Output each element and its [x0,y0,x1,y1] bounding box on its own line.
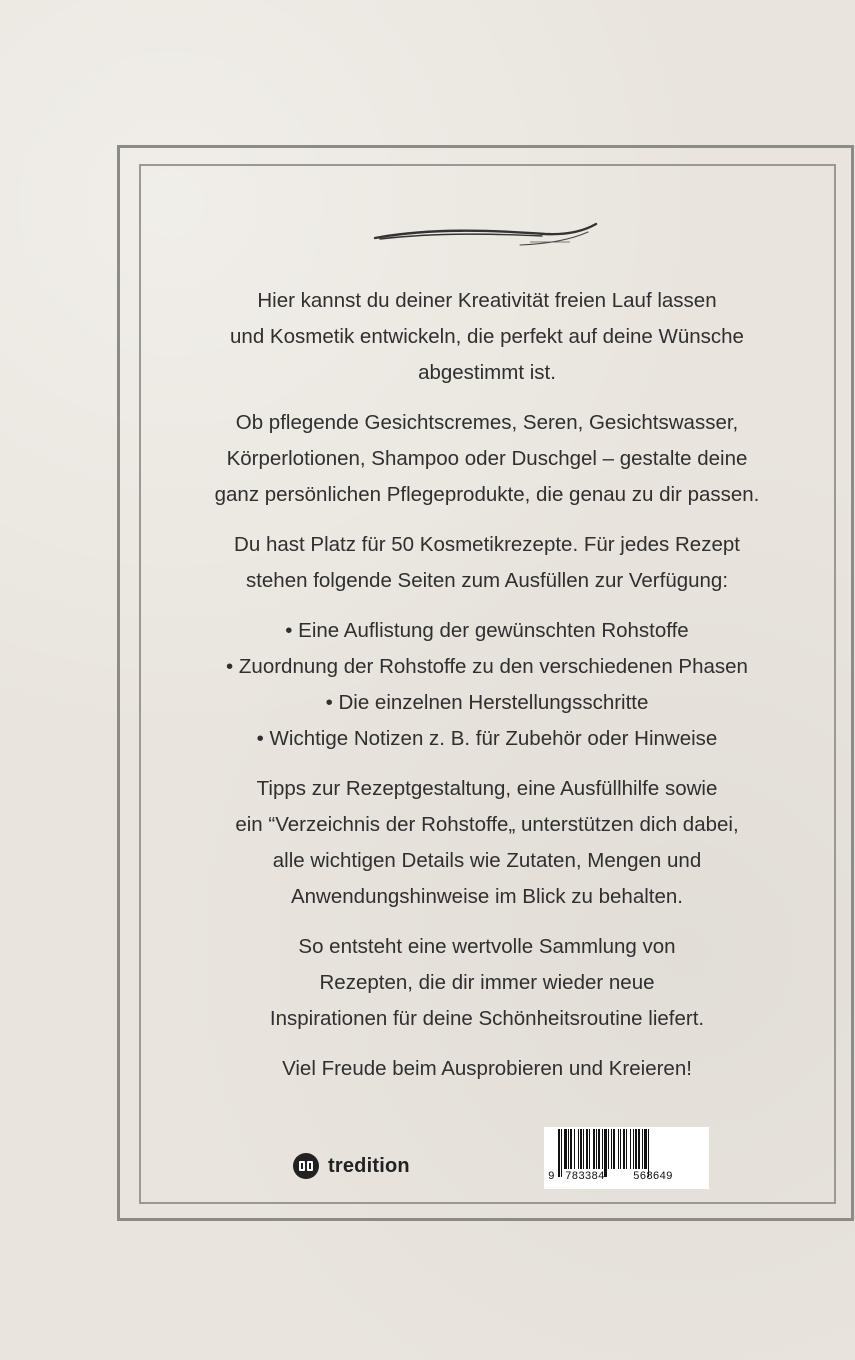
barcode-bar [580,1129,582,1169]
barcode-bar [589,1129,590,1169]
paragraph [160,527,814,599]
list-item: • Wichtige Notizen z. B. für Zubehör oder Hinweise [160,721,814,757]
barcode-bar [618,1129,619,1169]
list-item: • Zuordnung der Rohstoffe zu den verschiedenen Phasen [160,649,814,685]
publisher-name: tredition [328,1154,410,1177]
barcode-bar [598,1129,600,1169]
barcode-bar [648,1129,649,1177]
barcode-bar [638,1129,640,1169]
barcode-bar [644,1129,647,1169]
barcode-bar [604,1129,607,1177]
back-cover-text [160,283,814,1101]
list-item: • Eine Auflistung der gewünschten Rohstoffe [160,613,814,649]
text-line: So entsteht eine wertvolle Sammlung von [298,935,676,958]
text-line: und Kosmetik entwickeln, die perfekt auf deine Wünsche [230,325,744,348]
paragraph [160,929,814,1037]
publisher-brand [293,1153,410,1179]
barcode-bar [633,1129,634,1169]
text-line: Viel Freude beim Ausprobieren und Kreieren! [282,1057,692,1080]
barcode-bar [630,1129,631,1169]
barcode-bar [570,1129,572,1169]
text-line: stehen folgende Seiten zum Ausfüllen zur Verfügung: [245,569,729,592]
barcode-bar [561,1129,562,1177]
list-item: • Die einzelnen Herstellungsschritte [160,685,814,721]
tredition-logo-icon [293,1153,319,1179]
isbn-barcode [544,1127,709,1189]
barcode-bar [635,1129,637,1169]
barcode-bar [608,1129,609,1169]
text-line: Anwendungshinweise im Blick zu behalten. [290,885,683,908]
text-line: Hier kannst du deiner Kreativität freien Lauf lassen [257,289,717,312]
barcode-bar [578,1129,579,1169]
barcode-digits-right: 568649 [633,1171,673,1183]
barcode-bar [642,1129,643,1169]
feature-list [160,613,814,757]
barcode-bar [568,1129,569,1169]
barcode-bar [626,1129,627,1169]
barcode-bar [586,1129,588,1169]
barcode-digits-left: 783384 [565,1171,605,1183]
barcode-bar [623,1129,625,1169]
barcode-bar [613,1129,615,1169]
text-line: abgestimmt ist. [418,361,556,384]
text-line: ein “Verzeichnis der Rohstoffe„ unterstützen dich dabei, [235,813,739,836]
barcode-bar [574,1129,575,1169]
barcode-bar [620,1129,621,1169]
barcode-bar [558,1129,560,1177]
text-line: Inspirationen für deine Schönheitsroutine liefert. [269,1007,705,1030]
barcode-bar [611,1129,612,1169]
text-line: Körperlotionen, Shampoo oder Duschgel – gestalte deine [226,447,748,470]
barcode-digit-first: 9 [548,1171,555,1183]
paragraph [160,771,814,915]
barcode-bar [596,1129,597,1169]
text-line: alle wichtigen Details wie Zutaten, Mengen und [272,849,702,872]
text-line: ganz persönlichen Pflegeprodukte, die genau zu dir passen. [214,483,760,506]
ornament-swash [370,220,600,250]
paragraph [160,1051,814,1087]
barcode-bar [602,1129,603,1169]
barcode-bar [593,1129,595,1169]
barcode-bar [564,1129,567,1169]
paragraph [160,283,814,391]
text-line: Du hast Platz für 50 Kosmetikrezepte. Für jedes Rezept [234,533,740,556]
text-line: Ob pflegende Gesichtscremes, Seren, Gesichtswasser, [235,411,739,434]
text-line: Tipps zur Rezeptgestaltung, eine Ausfüllhilfe sowie [256,777,718,800]
barcode-bar [583,1129,584,1169]
paragraph [160,405,814,513]
text-line: Rezepten, die dir immer wieder neue [319,971,655,994]
